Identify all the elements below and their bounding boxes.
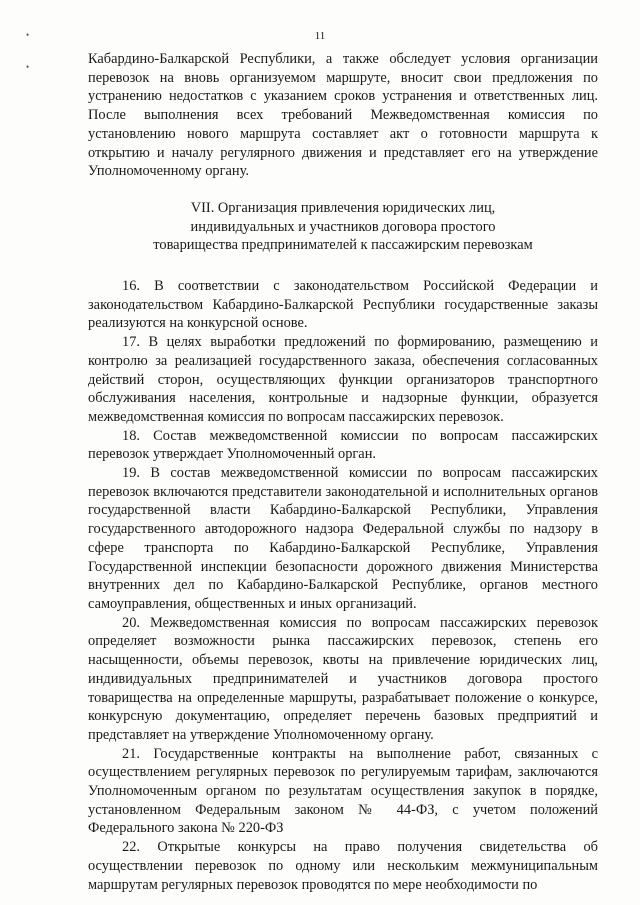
document-body xyxy=(88,50,598,894)
continued-paragraph: Кабардино-Балкарской Республики, а также обследует условия организации перевозок на вновь организуемом маршруте, вносит свои предложения по устранению недостатков с указанием сроков устранения и ответственных лиц. После выполнения всех требований Межведомственная комиссия по установлению нового маршрута составляет акт о готовности маршрута к открытию и началу регулярного движения и представляет его на утверждение Уполномоченному органу. xyxy=(88,51,598,180)
section-heading xyxy=(88,199,598,255)
page-number: 11 xyxy=(314,30,326,42)
section-heading-line: VII. Организация привлечения юридических лиц, xyxy=(190,199,496,216)
paragraph-21: 21. Государственные контракты на выполнение работ, связанных с осуществлением регулярных перевозок по регулируемым тарифам, заключаются Уполномоченным органом по результатам осуществления закупок в порядке, установленном Федеральным законом № 44-ФЗ, с учетом положений Федерального закона № 220-ФЗ xyxy=(88,745,598,837)
section-heading-line: индивидуальных и участников договора простого xyxy=(190,218,496,235)
paragraph-19: 19. В состав межведомственной комиссии по вопросам пассажирских перевозок включаются представители законодательной и исполнительных органов государственной власти Кабардино-Балкарской Республики, Управления государственного автодорожного надзора Федеральной службы по надзору в сфере транспорта по Кабардино-Балкарской Республике, Управления Государственной инспекции безопасности дорожного движения Министерства внутренних дел по Кабардино-Балкарской Республике, органов местного самоуправления, общественных и иных организаций. xyxy=(88,465,598,612)
paragraph-20: 20. Межведомственная комиссия по вопросам пассажирских перевозок определяет возможности рынка пассажирских перевозок, степень его насыщенности, объемы перевозок, квоты на привлечение юридических лиц, индивидуальных предпринимателей и участников договора простого товарищества на определенные маршруты, разрабатывает положение о конкурсе, конкурсную документацию, определяет перечень базовых предприятий и представляет на утверждение Уполномоченному органу. xyxy=(88,614,598,743)
paragraph-22: 22. Открытые конкурсы на право получения свидетельства об осуществлении перевозок по одному или нескольким межмуниципальным маршрутам регулярных перевозок проводятся по мере необходимости по xyxy=(88,839,598,893)
paragraph-18: 18. Состав межведомственной комиссии по вопросам пассажирских перевозок утверждает Уполномоченный орган. xyxy=(88,427,598,463)
paragraph-17: 17. В целях выработки предложений по формированию, размещению и контролю за реализацией государственного заказа, обеспечения согласованных действий сторон, осуществляющих функции организаторов транспортного обслуживания населения, контрольные и надзорные функции, образуется межведомственная комиссия по вопросам пассажирских перевозок. xyxy=(88,334,598,425)
section-heading-line: товарищества предпринимателей к пассажирским перевозкам xyxy=(153,237,533,254)
paragraph-16: 16. В соответствии с законодательством Российской Федерации и законодательством Кабардино-Балкарской Республики государственные заказы реализуются на конкурсной основе. xyxy=(88,278,598,332)
scan-speck-mark: • xyxy=(26,30,30,40)
scan-speck-mark: • xyxy=(26,62,30,72)
